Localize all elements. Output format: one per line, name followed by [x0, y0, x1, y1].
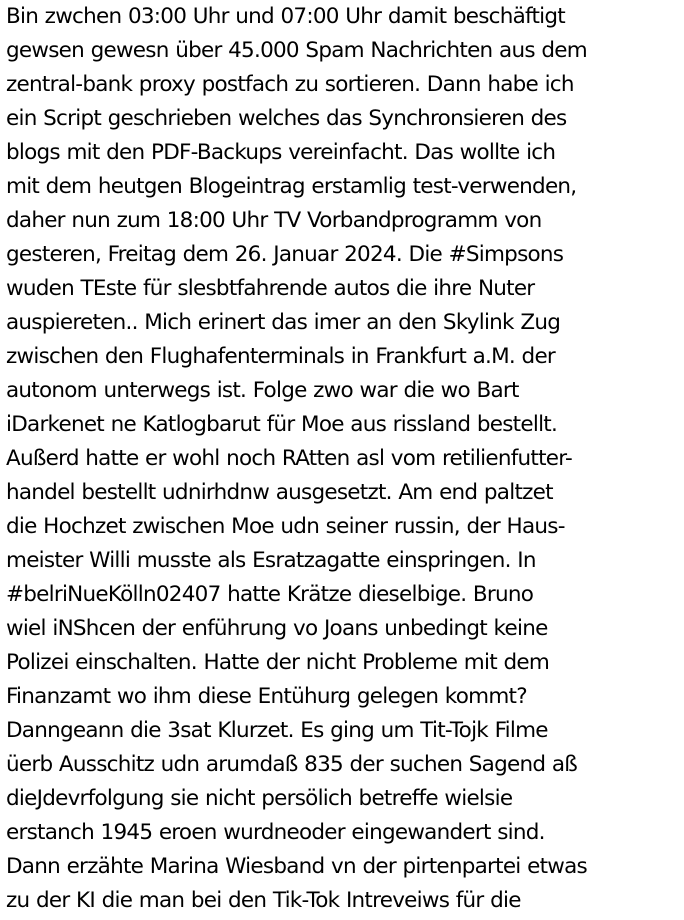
text-line-13: iDarkenet ne Katlogbarut für Moe aus rissland bestellt.: [6, 412, 558, 437]
text-line-19: wiel iNShcen der enführung vo Joans unbedingt keine: [6, 616, 548, 641]
text-line-10: auspiereten.. Mich erinert das imer an den Skylink Zug: [6, 310, 561, 335]
text-line-17: meister Willi musste als Esratzagatte einspringen. In: [6, 548, 536, 573]
document-body: [6, 0, 682, 918]
text-line-12: autonom unterwegs ist. Folge zwo war die wo Bart: [6, 378, 519, 403]
text-line-3: zentral-bank proxy postfach zu sortieren. Dann habe ich: [6, 72, 574, 97]
text-line-2: gewsen gewesn über 45.000 Spam Nachrichten aus dem: [6, 38, 587, 63]
text-line-24: dieJdevrfolgung sie nicht persölich betreffe wielsie: [6, 786, 513, 811]
text-line-7: daher nun zum 18:00 Uhr TV Vorbandprogramm von: [6, 208, 542, 233]
text-line-23: üerb Ausschitz udn arumdaß 835 der suchen Sagend aß: [6, 752, 578, 777]
text-line-20: Polizei einschalten. Hatte der nicht Probleme mit dem: [6, 650, 550, 675]
text-line-21: Finanzamt wo ihm diese Entühurg gelegen kommt?: [6, 684, 527, 709]
text-line-18: #belriNueKölln02407 hatte Krätze dieselbige. Bruno: [6, 582, 534, 607]
text-line-11: zwischen den Flughafenterminals in Frankfurt a.M. der: [6, 344, 556, 369]
text-line-9: wuden TEste für slesbtfahrende autos die ihre Nuter: [6, 276, 535, 301]
text-line-6: mit dem heutgen Blogeintrag erstamlig test-verwenden,: [6, 174, 577, 199]
text-line-27: zu der KI die man bei den Tik-Tok Intreveiws für die: [6, 888, 521, 913]
text-line-1: Bin zwchen 03:00 Uhr und 07:00 Uhr damit beschäftigt: [6, 4, 565, 29]
text-line-5: blogs mit den PDF-Backups vereinfacht. Das wollte ich: [6, 140, 556, 165]
text-line-4: ein Script geschrieben welches das Synchronsieren des: [6, 106, 567, 131]
text-line-8: gesteren, Freitag dem 26. Januar 2024. Die #Simpsons: [6, 242, 564, 267]
text-line-16: die Hochzet zwischen Moe udn seiner russin, der Haus-: [6, 514, 565, 539]
text-line-25: erstanch 1945 eroen wurdneoder eingewandert sind.: [6, 820, 545, 845]
text-line-26: Dann erzähte Marina Wiesband vn der pirtenpartei etwas: [6, 854, 587, 879]
text-line-15: handel bestellt udnirhdnw ausgesetzt. Am end paltzet: [6, 480, 553, 505]
text-line-22: Danngeann die 3sat Klurzet. Es ging um Tit-Tojk Filme: [6, 718, 548, 743]
text-line-14: Außerd hatte er wohl noch RAtten asl vom retilienfutter-: [6, 446, 572, 471]
